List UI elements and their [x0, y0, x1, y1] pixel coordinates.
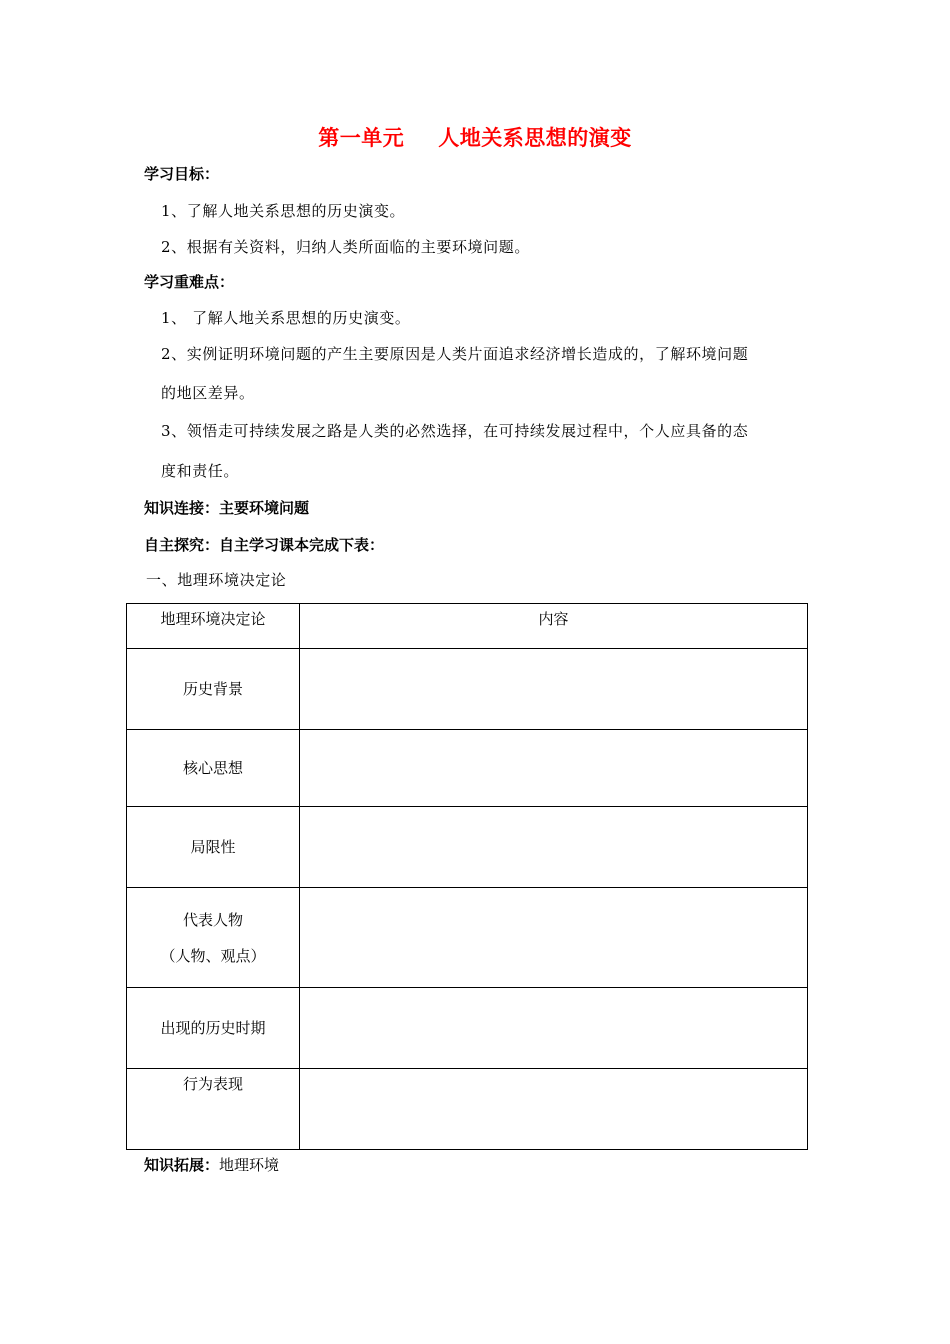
table-row-label: 核心思想 [127, 730, 300, 807]
table-row-sublabel: （人物、观点） [160, 946, 266, 965]
title-topic: 人地关系思想的演变 [438, 126, 632, 150]
table-answer-cell[interactable] [300, 807, 808, 888]
table-row [127, 988, 808, 1069]
table-header-cell: 内容 [300, 604, 808, 649]
key-point-item-1: 1、 了解人地关系思想的历史演变。 [161, 309, 411, 327]
table-answer-cell[interactable] [300, 888, 808, 988]
table-row [127, 807, 808, 888]
key-point-item-3-line-1: 3、领悟走可持续发展之路是人类的必然选择，在可持续发展过程中，个人应具备的态 [161, 422, 749, 440]
table-row [127, 888, 808, 988]
key-point-item-2-line-1: 2、实例证明环境问题的产生主要原因是人类片面追求经济增长造成的，了解环境问题 [161, 345, 749, 363]
table-row-label: 历史背景 [127, 649, 300, 730]
extension-label: 知识拓展： [144, 1156, 220, 1174]
goals-heading: 学习目标： [144, 165, 220, 183]
table-row-label [127, 888, 300, 988]
table-row-label: 出现的历史时期 [127, 988, 300, 1069]
goal-item-1: 1、了解人地关系思想的历史演变。 [161, 202, 406, 220]
page-title [0, 122, 950, 152]
table-header-cell: 地理环境决定论 [127, 604, 300, 649]
connection-heading: 知识连接：主要环境问题 [144, 499, 310, 517]
extension-text: 地理环境 [219, 1156, 280, 1174]
goal-item-2: 2、根据有关资料，归纳人类所面临的主要环境问题。 [161, 238, 530, 256]
extension-heading [144, 1155, 279, 1175]
section-1-label: 一、地理环境决定论 [146, 571, 287, 589]
table-row [127, 1069, 808, 1150]
table-row [127, 649, 808, 730]
table-answer-cell[interactable] [300, 988, 808, 1069]
explore-heading: 自主探究：自主学习课本完成下表： [144, 536, 385, 554]
table-row-label-main: 代表人物 [182, 910, 243, 929]
title-unit: 第一单元 [318, 126, 405, 150]
table-row [127, 730, 808, 807]
determinism-table [126, 603, 808, 1150]
table-header-row [127, 604, 808, 649]
table-answer-cell[interactable] [300, 649, 808, 730]
key-point-item-2-line-2: 的地区差异。 [161, 384, 255, 402]
table-row-label: 行为表现 [127, 1069, 300, 1150]
key-point-item-3-line-2: 度和责任。 [161, 462, 240, 480]
table-answer-cell[interactable] [300, 1069, 808, 1150]
table-answer-cell[interactable] [300, 730, 808, 807]
table-row-label: 局限性 [127, 807, 300, 888]
key-points-heading: 学习重难点： [144, 273, 235, 291]
